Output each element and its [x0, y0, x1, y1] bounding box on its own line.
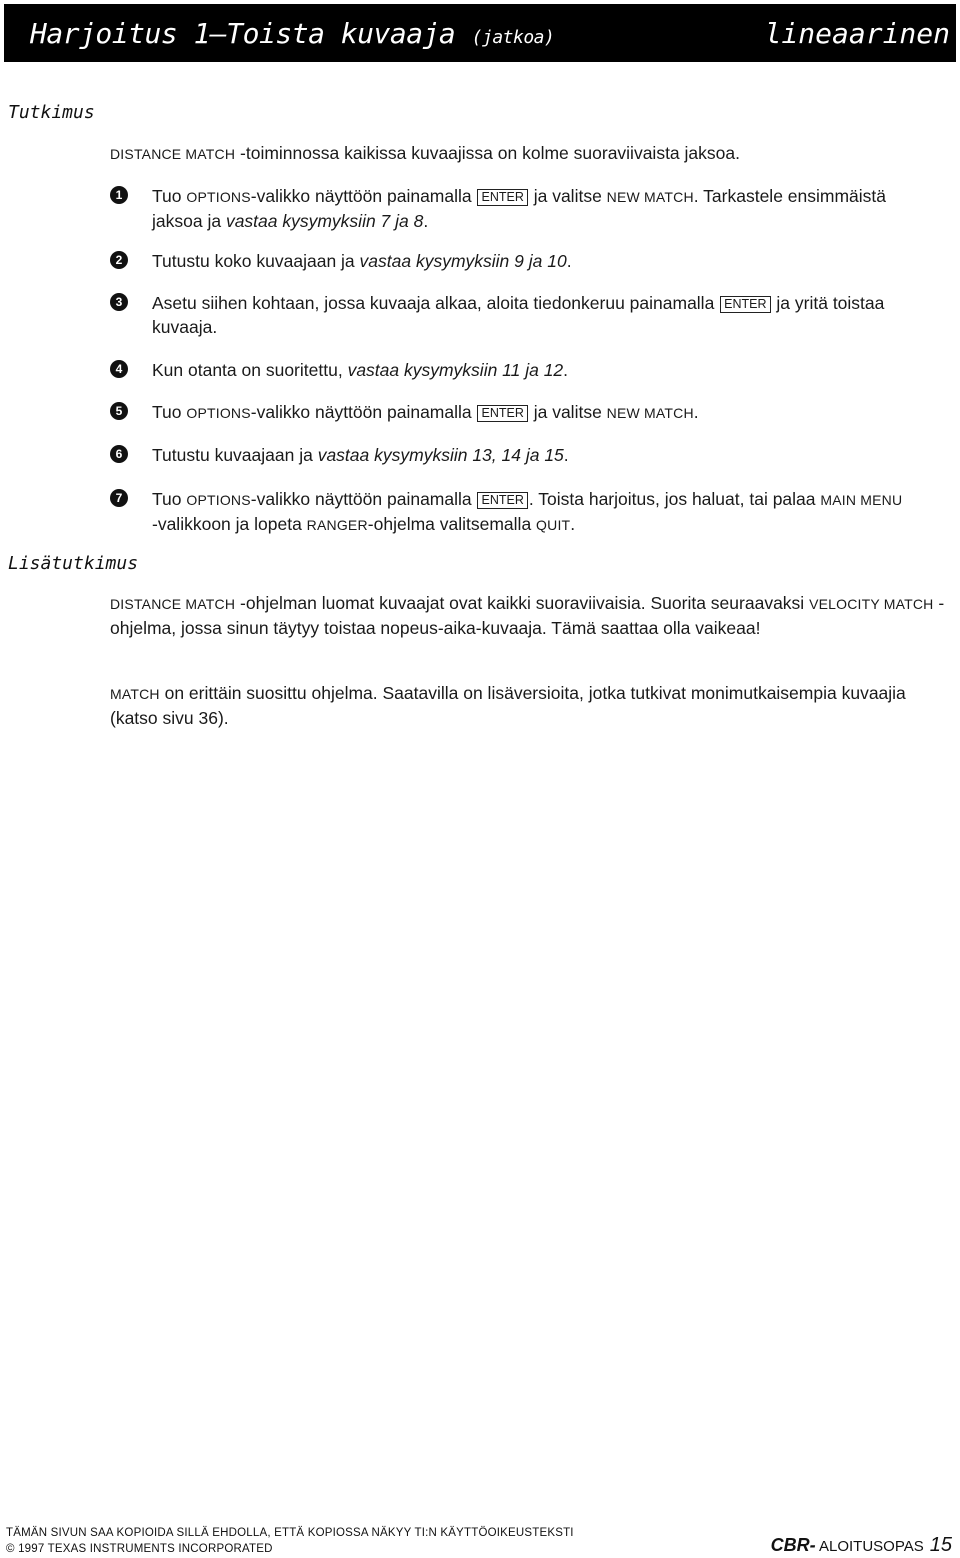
step-number: 4 — [110, 360, 128, 378]
enter-key-icon: ENTER — [477, 492, 527, 509]
intro-paragraph: DISTANCE MATCH -toiminnossa kaikissa kuvaajissa on kolme suoraviivaista jaksoa. — [110, 143, 740, 163]
section-label-tutkimus: Tutkimus — [8, 102, 95, 123]
step-6: 6 Tutustu kuvaajaan ja vastaa kysymyksiin 13, 14 ja 15. — [110, 443, 910, 467]
page-number: 15 — [929, 1534, 952, 1556]
enter-key-icon: ENTER — [477, 405, 527, 422]
copyright: © 1997 TEXAS INSTRUMENTS INCORPORATED — [6, 1543, 273, 1555]
topic-label: lineaarinen — [764, 16, 950, 50]
footer-book-info — [771, 1534, 952, 1557]
step-number: 5 — [110, 402, 128, 420]
step-number: 2 — [110, 251, 128, 269]
step-1: 1 Tuo OPTIONS-valikko näyttöön painamalla ENTER ja valitse NEW MATCH. Tarkastele ensimmäistä jaksoa ja vastaa kysymyksiin 7 ja 8. — [110, 184, 910, 233]
book-cbr: CBR- — [770, 1535, 816, 1555]
step-7: 7 Tuo OPTIONS-valikko näyttöön painamalla ENTER . Toista harjoitus, jos haluat, tai palaa MAIN MENU -valikkoon ja lopeta RANGER-ohjelma valitsemalla QUIT. — [110, 487, 910, 537]
page-header — [4, 4, 956, 62]
step-5: 5 Tuo OPTIONS-valikko näyttöön painamalla ENTER ja valitse NEW MATCH. — [110, 400, 910, 425]
page-title: Harjoitus 1—Toista kuvaaja (jatkoa) — [30, 16, 555, 50]
step-4: 4 Kun otanta on suoritettu, vastaa kysymyksiin 11 ja 12. — [110, 358, 910, 382]
step-3: 3 Asetu siihen kohtaan, jossa kuvaaja alkaa, aloita tiedonkeruu painamalla ENTER ja yritä toistaa kuvaaja. — [110, 291, 910, 339]
step-number: 7 — [110, 489, 128, 507]
enter-key-icon: ENTER — [477, 189, 527, 206]
extension-paragraph-2: MATCH on erittäin suosittu ohjelma. Saatavilla on lisäversioita, jotka tutkivat monimutkaisempia kuvaajia (katso sivu 36). — [110, 683, 906, 728]
step-2: 2 Tutustu koko kuvaajaan ja vastaa kysymyksiin 9 ja 10. — [110, 249, 910, 273]
book-name: ALOITUSOPAS — [815, 1538, 924, 1555]
step-number: 3 — [110, 293, 128, 311]
step-number: 1 — [110, 186, 128, 204]
section-label-lisatutkimus: Lisätutkimus — [8, 553, 139, 574]
extension-paragraph-1: DISTANCE MATCH -ohjelman luomat kuvaajat ovat kaikki suoraviivaisia. Suorita seuraavaksi VELOCITY MATCH -ohjelma, jossa sinun täytyy toistaa nopeus-aika-kuvaaja. Tämä saattaa olla vaikeaa! — [110, 593, 945, 638]
page-subtitle: (jatkoa) — [471, 26, 555, 48]
copy-notice: TÄMÄN SIVUN SAA KOPIOIDA SILLÄ EHDOLLA, ETTÄ KOPIOSSA NÄKYY TI:N KÄYTTÖOIKEUSTEKSTI — [6, 1527, 574, 1539]
enter-key-icon: ENTER — [720, 296, 770, 313]
step-number: 6 — [110, 445, 128, 463]
